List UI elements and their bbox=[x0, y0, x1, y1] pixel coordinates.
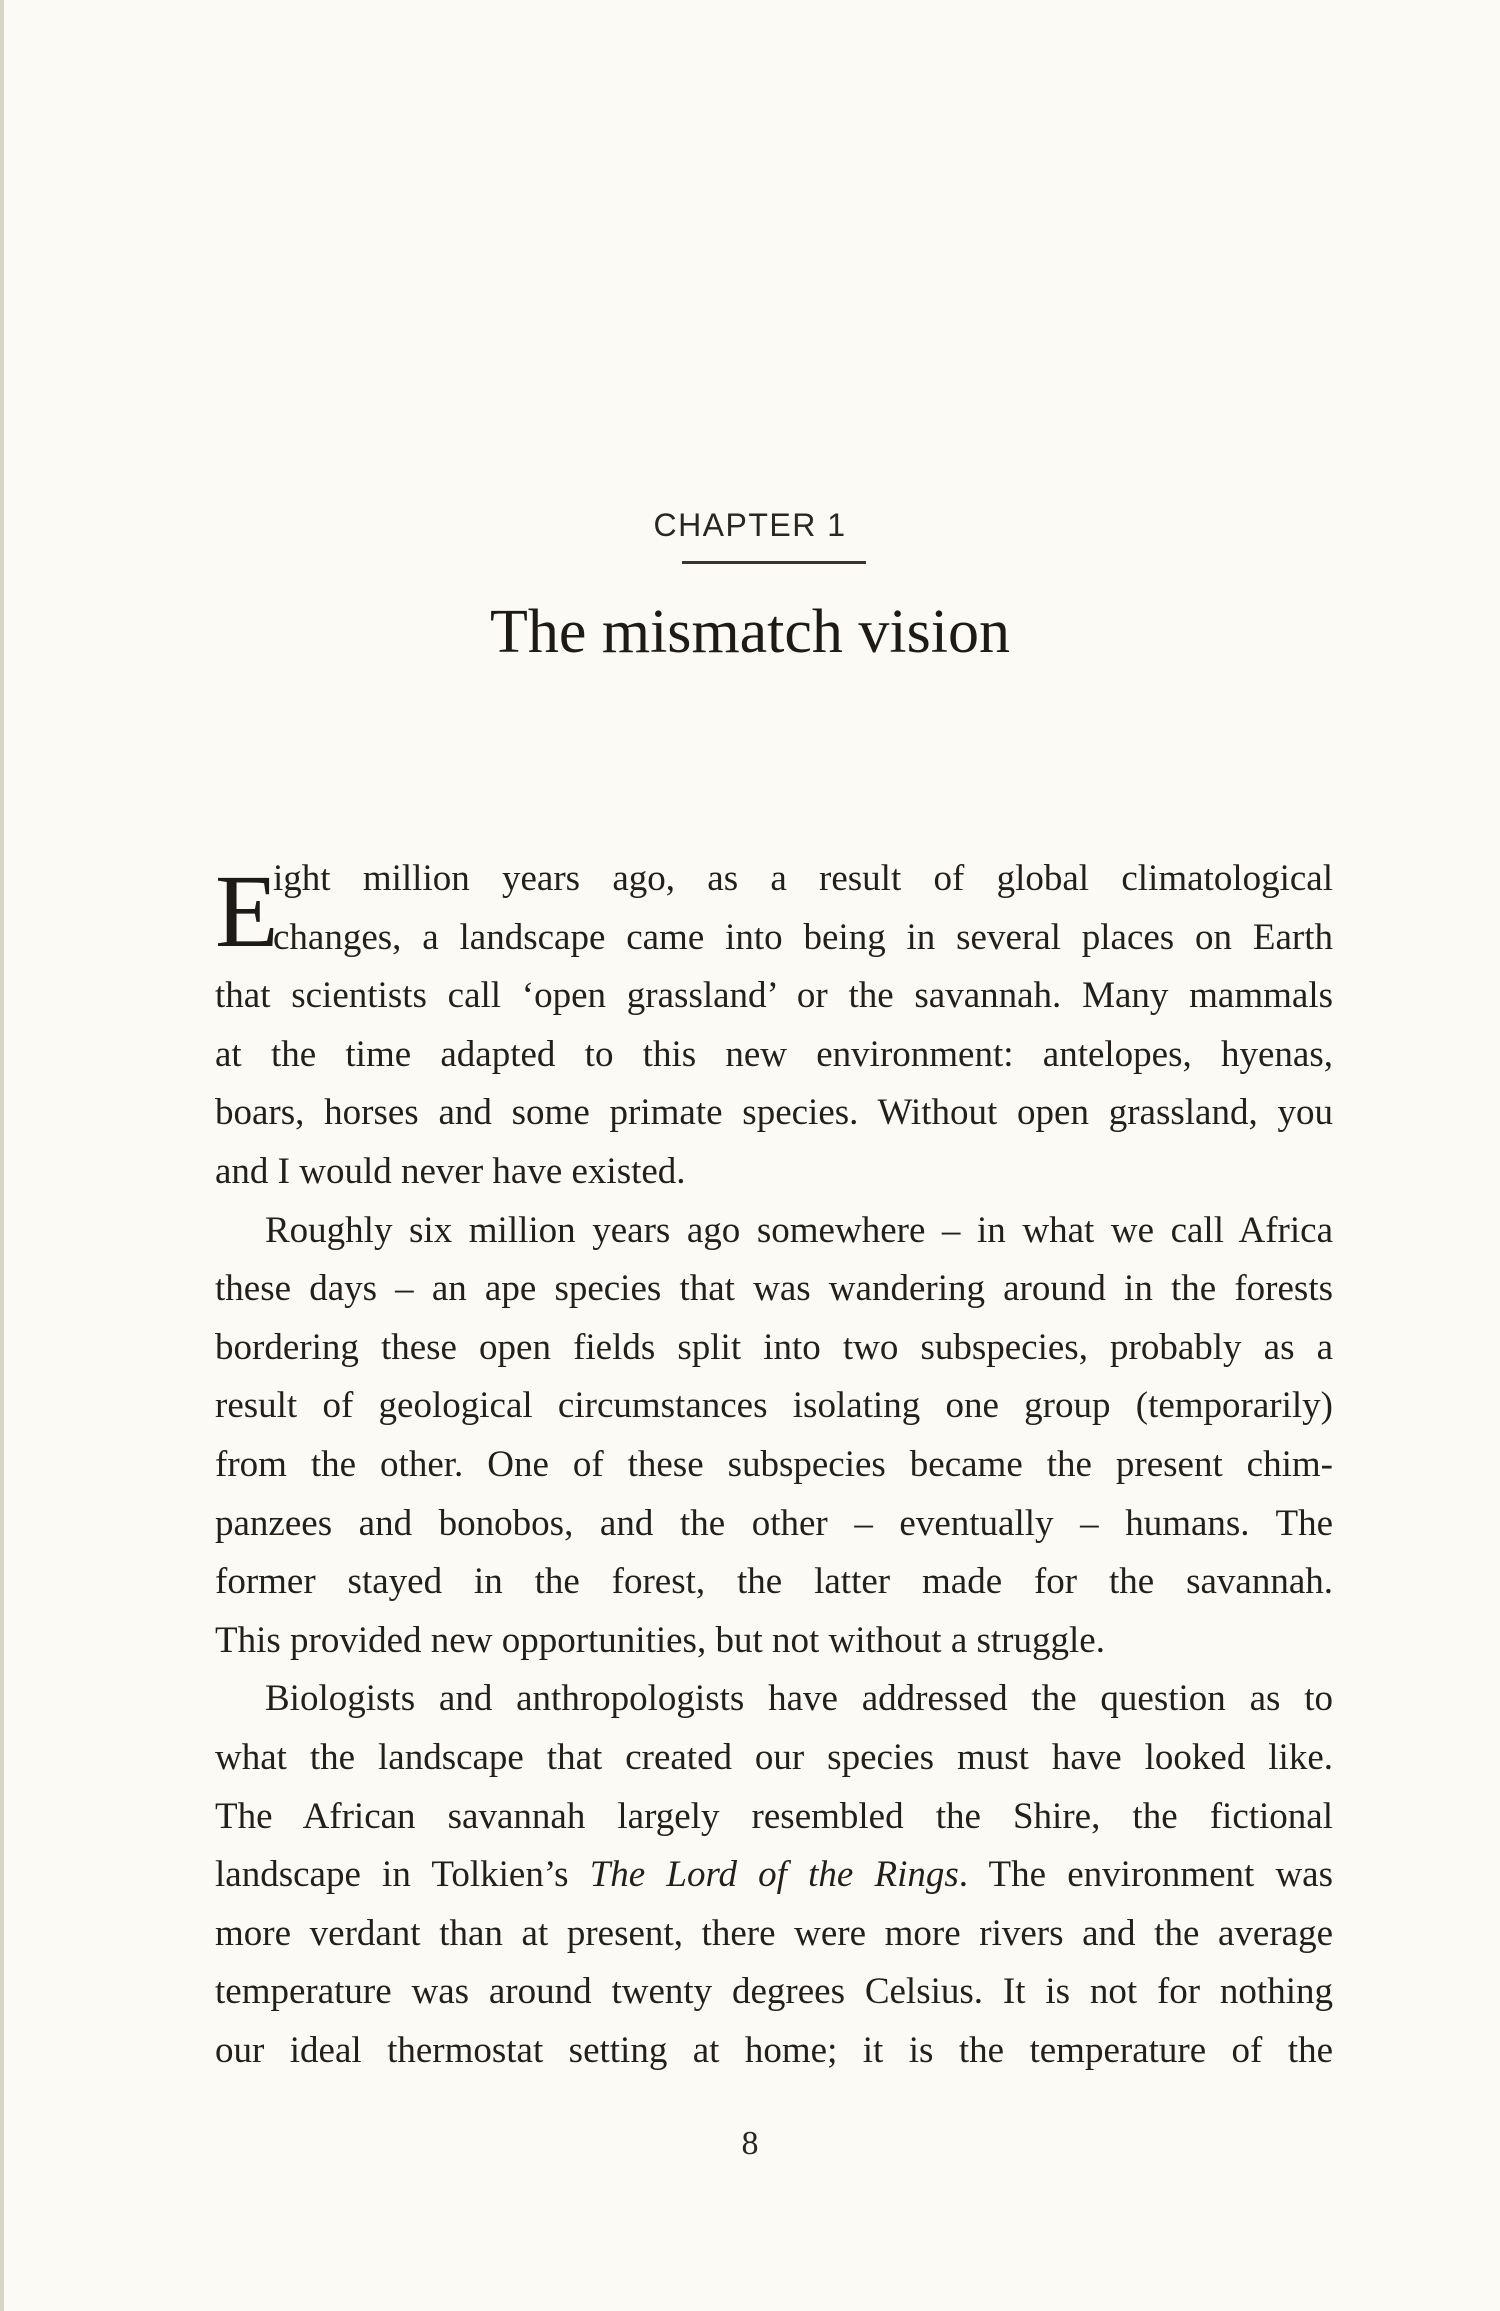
text-line: what the landscape that created our species must have looked like. bbox=[215, 1736, 1333, 1778]
text-line: these days – an ape species that was wandering around in the forests bbox=[215, 1268, 1333, 1310]
text-line: ight million years ago, as a result of global climatological bbox=[273, 858, 1333, 899]
chapter-title: The mismatch vision bbox=[489, 598, 1011, 666]
text-line: Biologists and anthropologists have addressed the question as to bbox=[265, 1678, 1333, 1720]
text-line: bordering these open fields split into two subspecies, probably as a bbox=[215, 1326, 1333, 1368]
text-line: our ideal thermostat setting at home; it is the temperature of the bbox=[215, 2029, 1333, 2071]
text-line: and I would never have existed. bbox=[215, 1150, 686, 1192]
page-number: 8 bbox=[741, 2125, 759, 2162]
chapter-label: CHAPTER 1 bbox=[653, 507, 847, 543]
page-edge bbox=[0, 0, 4, 2311]
text-line: landscape in Tolkien’s The Lord of the Rings. The environment was bbox=[215, 1854, 1333, 1896]
text-line: that scientists call ‘open grassland’ or the savannah. Many mammals bbox=[215, 975, 1333, 1017]
text-line: result of geological circumstances isolating one group (temporarily) bbox=[215, 1385, 1333, 1427]
book-title: The Lord of the Rings bbox=[589, 1854, 959, 1896]
text-line: boars, horses and some primate species. Without open grassland, you bbox=[215, 1092, 1333, 1134]
text-line: former stayed in the forest, the latter made for the savannah. bbox=[215, 1561, 1333, 1603]
text-line: at the time adapted to this new environment: antelopes, hyenas, bbox=[215, 1033, 1333, 1075]
text-line: from the other. One of these subspecies became the present chim- bbox=[215, 1443, 1333, 1485]
text-line: temperature was around twenty degrees Celsius. It is not for nothing bbox=[215, 1971, 1333, 2013]
drop-cap: E bbox=[215, 854, 279, 969]
text-line: panzees and bonobos, and the other – eventually – humans. The bbox=[215, 1502, 1333, 1544]
text-line: This provided new opportunities, but not without a struggle. bbox=[215, 1619, 1105, 1661]
body-text bbox=[215, 850, 1333, 2080]
chapter-rule bbox=[682, 561, 866, 564]
text-line: more verdant than at present, there were more rivers and the average bbox=[215, 1912, 1333, 1954]
text-line: changes, a landscape came into being in several places on Earth bbox=[273, 916, 1333, 958]
text-line: The African savannah largely resembled the Shire, the fictional bbox=[215, 1795, 1333, 1837]
text-line: Roughly six million years ago somewhere – in what we call Africa bbox=[265, 1209, 1333, 1251]
